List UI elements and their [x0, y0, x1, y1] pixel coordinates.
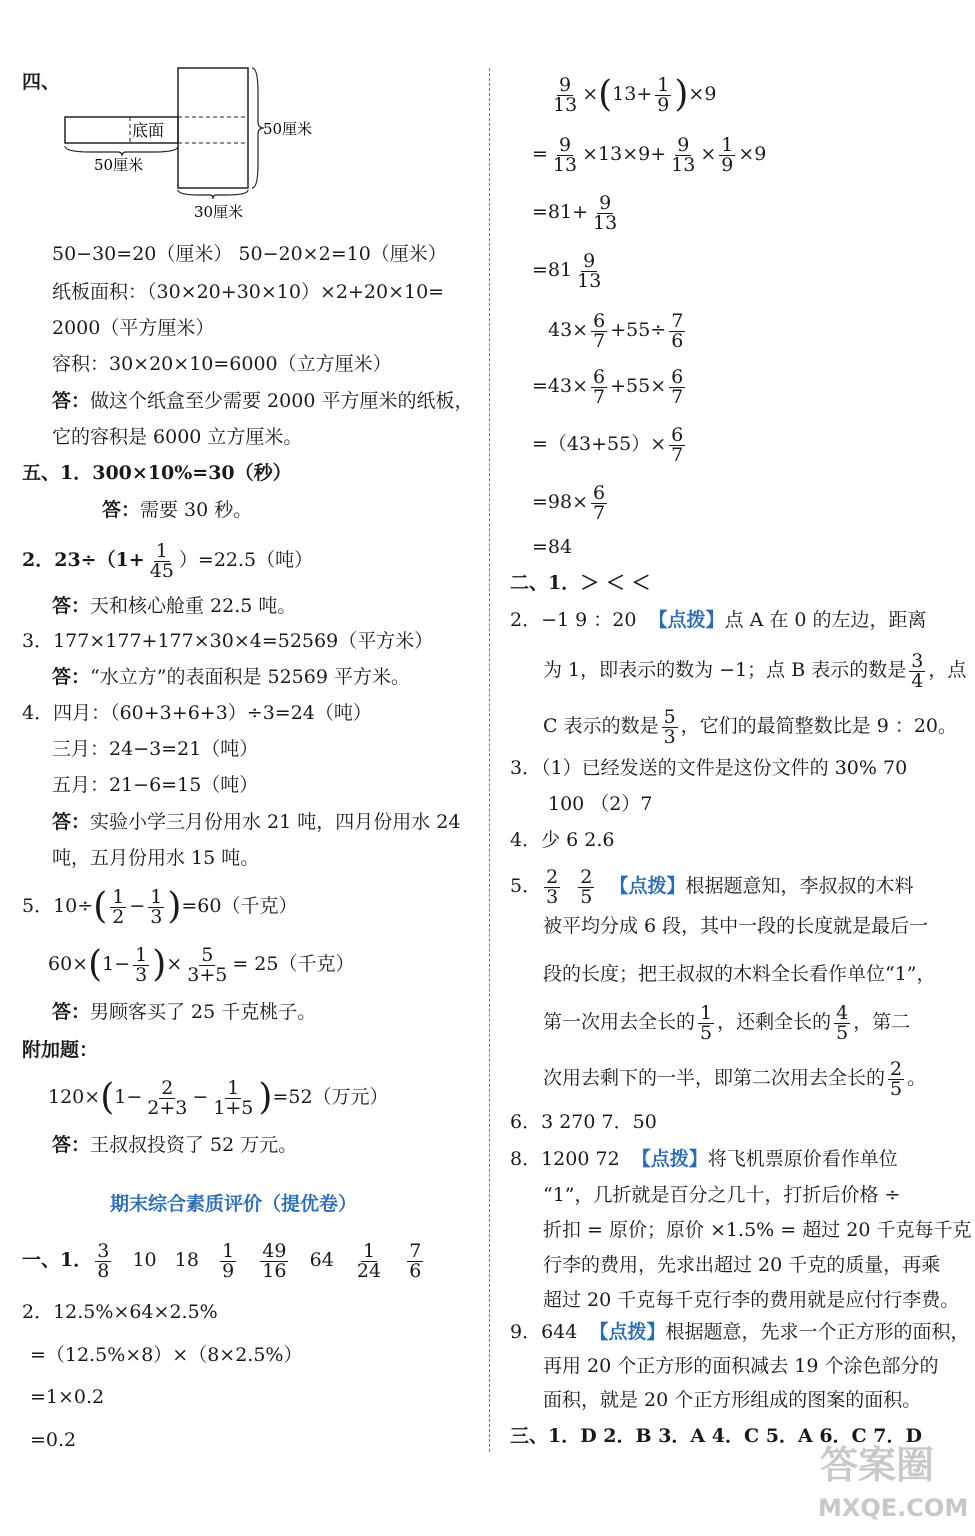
s5-q4-answer1: 答：实验小学三月份用水 21 吨，四月份用水 24 [52, 811, 461, 833]
part2-q3b: 100 （2）7 [548, 793, 653, 815]
part1-q2d: =0.2 [30, 1429, 77, 1451]
s5-q3-answer: 答：“水立方”的表面积是 52569 平方米。 [52, 666, 410, 688]
part2-q1: 二、1．＞ ＜ ＜ [510, 572, 651, 594]
part1-q2a: 2．12.5%×64×2.5% [22, 1301, 218, 1323]
calc-row5: 43× $\frac{6}{7}$ +55÷ $\frac{7}{6}$ [548, 309, 684, 352]
s5-q4b: 三月：24−3=21（吨） [52, 738, 259, 760]
calc-row8: =98× $\frac{6}{7}$ [532, 481, 606, 524]
s5-q2-answer: 答：天和核心舱重 22.5 吨。 [52, 595, 297, 617]
section-four-heading: 四、 [22, 71, 61, 93]
diagram-label-30: 30厘米 [194, 203, 244, 221]
diagram-label-right: 50厘米 [263, 120, 313, 138]
s5-q1-answer: 答：需要 30 秒。 [102, 499, 253, 521]
column-divider [489, 68, 490, 1452]
watermark-url: MXQE.COM [818, 1494, 969, 1522]
s4-answer1: 答：做这个纸盒至少需要 2000 平方厘米的纸板， [52, 390, 474, 412]
part2-q2-line2: 为 1，即表示的数为 −1；点 B 表示的数是 $\frac{3}{4}$ ，点 [543, 649, 967, 692]
part2-q2-line3: C 表示的数是 $\frac{5}{3}$ ，它们的最简整数比是 9 ：20。 [543, 705, 958, 748]
part2-q5-line1: 5． $\frac{2}{3}$ $\frac{2}{5}$ 【点拨】根据题意知，李叔叔的木料 [510, 865, 914, 908]
part2-q8-line3: 折扣 = 原价；原价 ×1.5% = 超过 20 千克每千克 [543, 1219, 972, 1241]
part2-q8-line5: 超过 20 千克每千克行李的费用就是应付行李费。 [543, 1289, 960, 1311]
calc-row6: =43× $\frac{6}{7}$ +55× $\frac{6}{7}$ [532, 365, 684, 408]
s4-line2: 纸板面积：（30×20+30×10）×2+20×10= [52, 281, 445, 303]
s4-line4: 容积：30×20×10=6000（立方厘米） [52, 353, 392, 375]
part2-q5-line3: 段的长度；把王叔叔的木料全长看作单位“1”， [543, 963, 936, 985]
s5-q5-answer: 答：男顾客买了 25 千克桃子。 [52, 1001, 317, 1023]
part2-q8-line4: 行李的费用，先求出超过 20 千克的质量，再乘 [543, 1254, 941, 1276]
extra-answer: 答：王叔叔投资了 52 万元。 [52, 1134, 298, 1156]
part2-q4: 4．少 6 2.6 [510, 829, 615, 851]
part1-q2c: =1×0.2 [30, 1386, 105, 1408]
box-net-diagram [60, 62, 330, 222]
part1-q2b: =（12.5%×8）×（8×2.5%） [30, 1344, 303, 1366]
calc-row3: =81+ $\frac{9}{13}$ [532, 191, 618, 234]
part2-q8-line1: 8．1200 72 【点拨】将飞机票原价看作单位 [510, 1148, 898, 1170]
watermark-logo: 答案圈 [820, 1443, 935, 1487]
part3-answers: 三、1．D 2．B 3．A 4．C 5．A 6．C 7．D [510, 1425, 922, 1447]
part1-q1: 一、1． $\frac{3}{8}$ 10 18 $\frac{1}{9}$ $\frac{49}{16}$ 64 $\frac{1}{24}$ $\frac{7}{6}$ [22, 1239, 422, 1282]
part2-q2-line1: 2．−1 9 ：20 【点拨】点 A 在 0 的左边，距离 [510, 609, 927, 631]
part2-q9-line3: 面积，就是 20 个正方形组成的图案的面积。 [543, 1389, 922, 1411]
s5-q4-answer2: 吨，五月份用水 15 吨。 [52, 847, 260, 869]
extra-heading: 附加题： [22, 1039, 99, 1061]
calc-row7: =（43+55）× $\frac{6}{7}$ [532, 423, 684, 466]
exam-title: 期末综合素质评价（提优卷） [110, 1193, 358, 1215]
tall-rect [178, 68, 248, 188]
s5-q2: 2．23÷（1+ $\frac{1}{45}$ ）=22.5（吨） [22, 539, 314, 582]
part2-q6-7: 6．3 270 7．50 [510, 1111, 657, 1133]
s5-q3: 3．177×177+177×30×4=52569（平方米） [22, 630, 434, 652]
s5-q4a: 4．四月：（60+3+6+3）÷3=24（吨） [22, 702, 372, 724]
part2-q5-line2: 被平均分成 6 段，其中一段的长度就是最后一 [543, 915, 929, 937]
s4-line3: 2000（平方厘米） [52, 317, 215, 339]
s4-line1: 50−30=20（厘米） 50−20×2=10（厘米） [52, 243, 447, 265]
calc-row4: =81 $\frac{9}{13}$ [532, 249, 602, 292]
part2-q8-line2: “1”，几折就是百分之几十，打折后价格 ÷ [543, 1184, 901, 1206]
part2-q9-line1: 9．644 【点拨】根据题意，先求一个正方形的面积， [510, 1321, 970, 1343]
s5-q4c: 五月：21−6=15（吨） [52, 774, 259, 796]
diagram-label-bottom: 底面 [132, 121, 165, 140]
calc-row1: $\frac{9}{13}$ ×(13+ $\frac{1}{9}$ )×9 [553, 73, 717, 116]
calc-row9: =84 [532, 536, 573, 558]
s5-q5b: 60×(1− $\frac{1}{3}$ )× $\frac{5}{3+5}$ = 25（千克） [48, 943, 355, 986]
calc-row2: = $\frac{9}{13}$ ×13×9+ $\frac{9}{13}$ × $\frac{1}{9}$ ×9 [532, 133, 767, 176]
s5-q1: 五、1．300×10%=30（秒） [22, 462, 292, 484]
part2-q5-line5: 次用去剩下的一半，即第二次用去全长的 $\frac{2}{5}$ 。 [543, 1057, 927, 1100]
part2-q3a: 3．（1）已经发送的文件是这份文件的 30% 70 [510, 757, 908, 779]
extra-equation: 120×(1− $\frac{2}{2+3}$ − $\frac{1}{1+5}$ )=52（万元） [48, 1076, 389, 1119]
s4-answer2: 它的容积是 6000 立方厘米。 [52, 426, 303, 448]
part2-q5-line4: 第一次用去全长的 $\frac{1}{5}$ ，还剩全长的 $\frac{4}{5}$ ，第二 [543, 1001, 911, 1044]
s5-q5a: 5．10÷( $\frac{1}{2}$ − $\frac{1}{3}$ )=60（千克） [22, 885, 298, 928]
diagram-label-left: 50厘米 [94, 156, 144, 174]
part2-q9-line2: 再用 20 个正方形的面积减去 19 个涂色部分的 [543, 1355, 939, 1377]
